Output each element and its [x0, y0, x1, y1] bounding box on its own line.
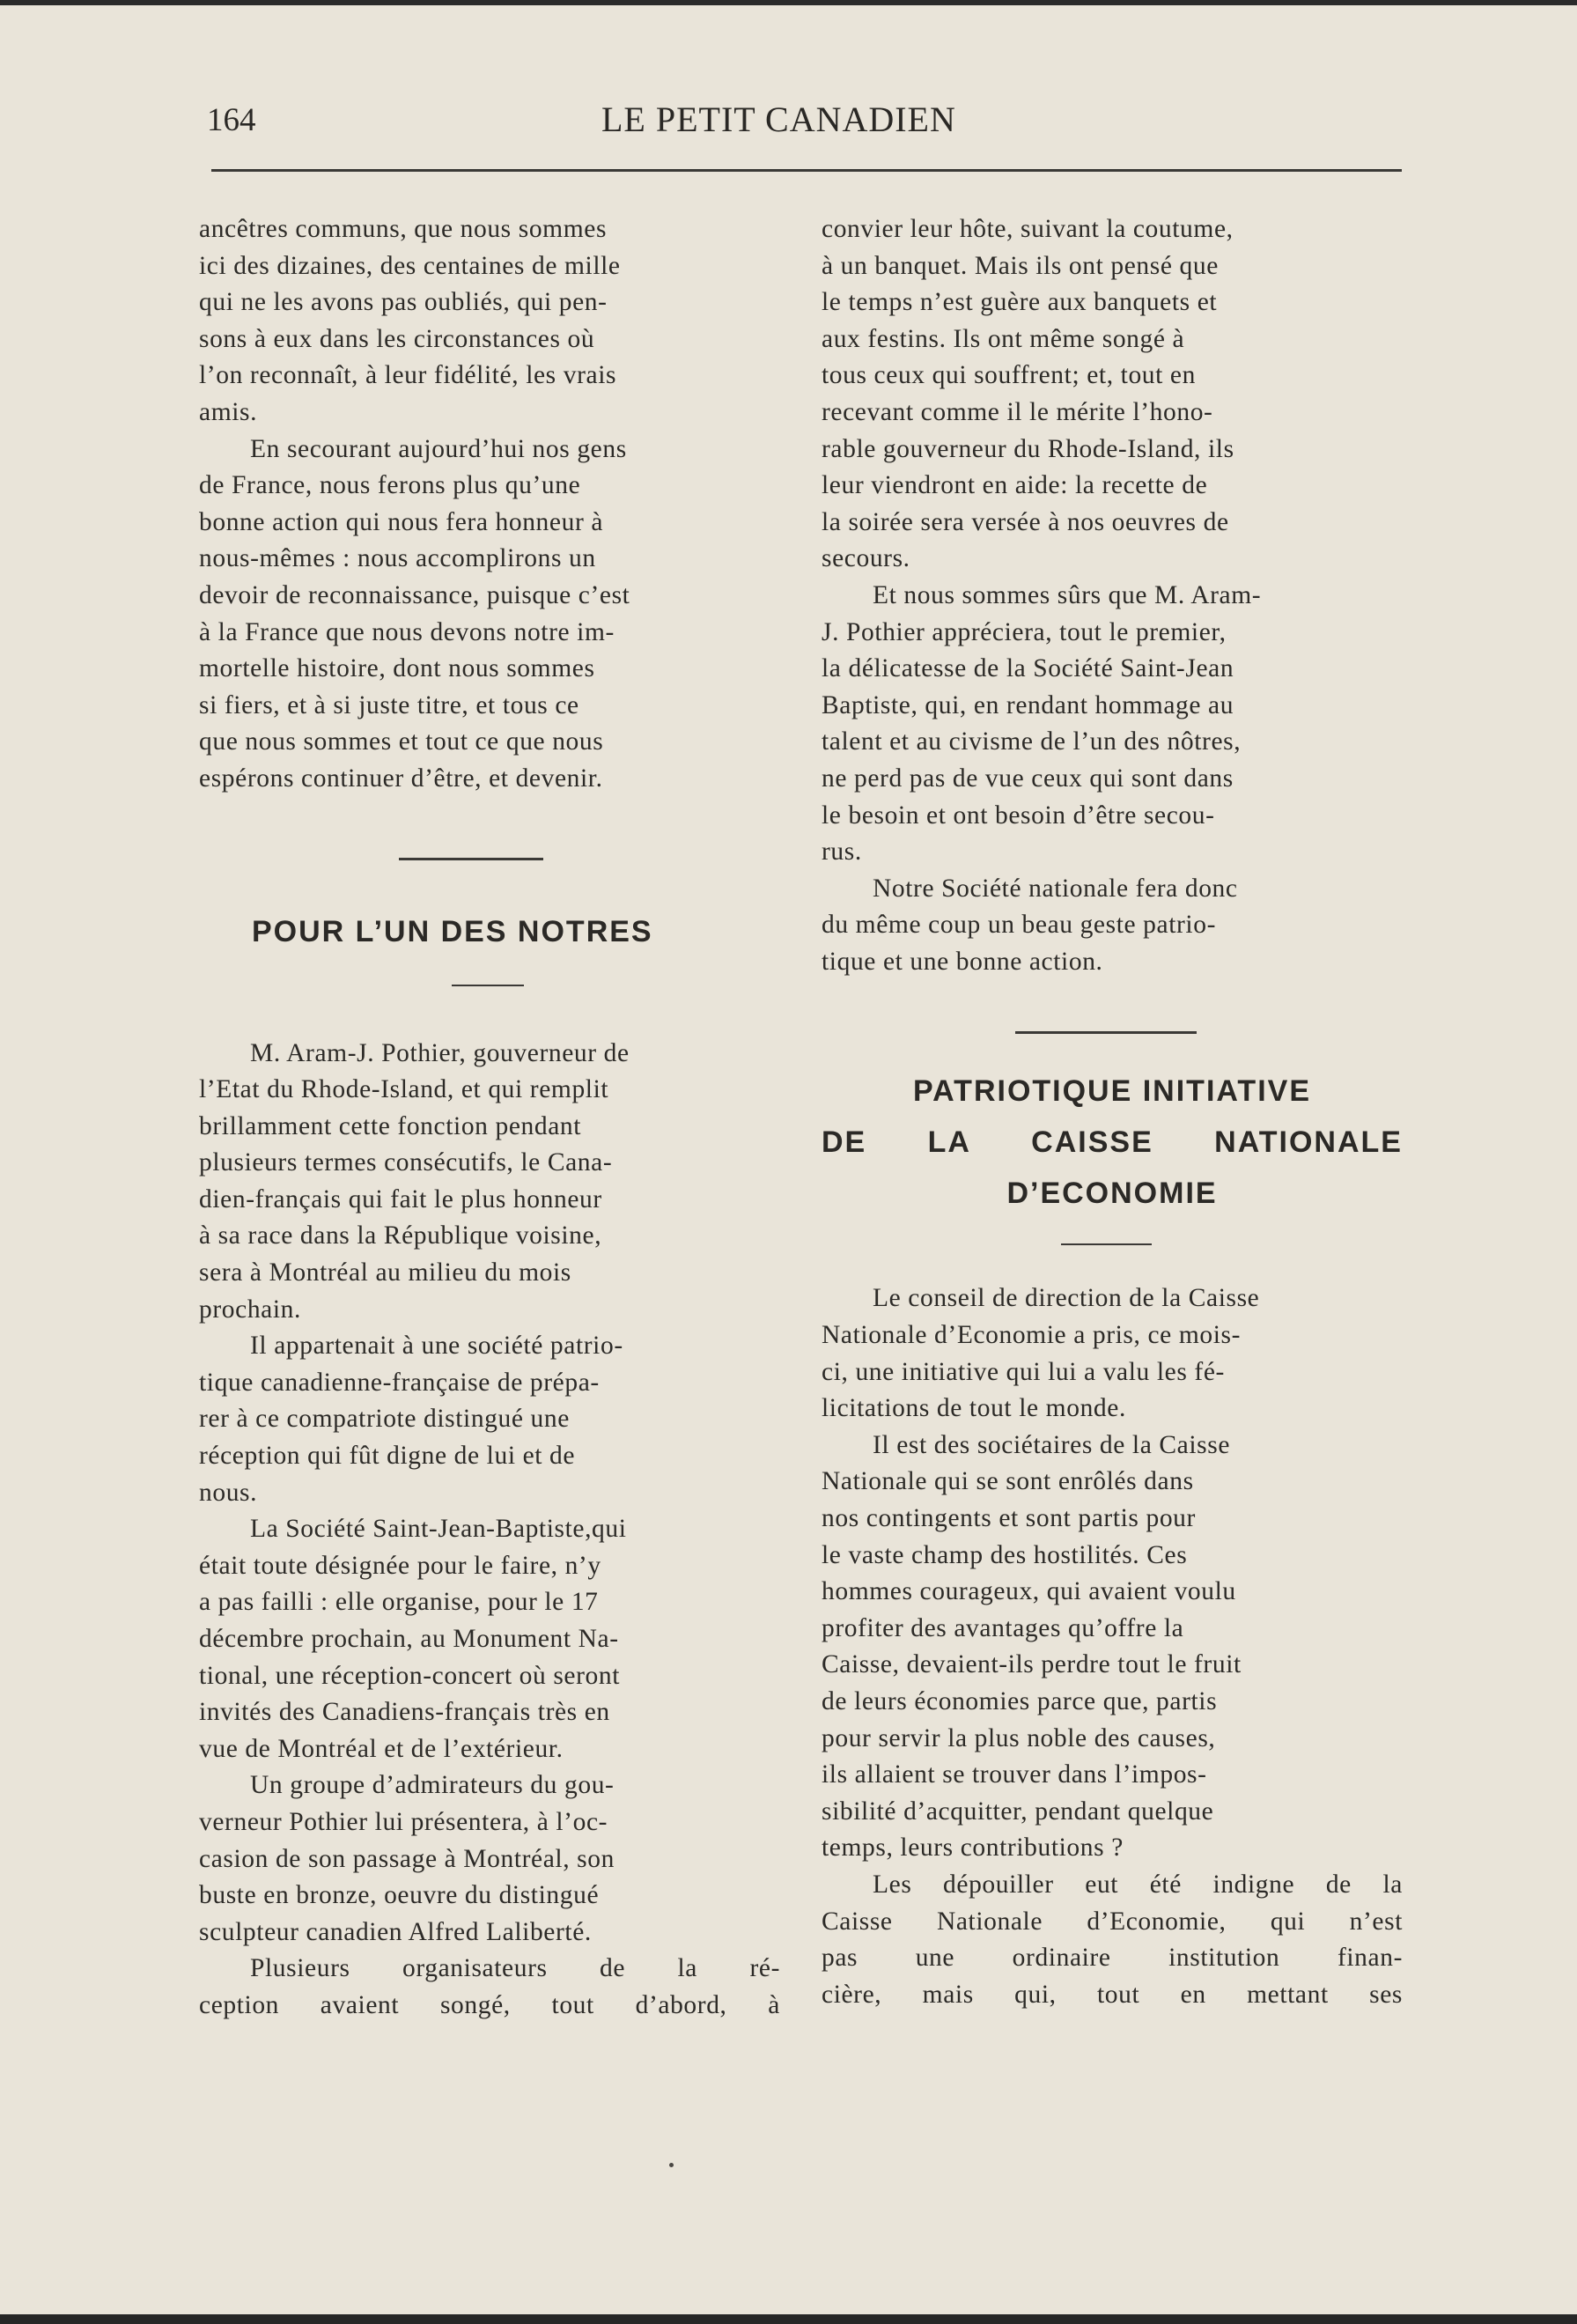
- section-heading-line-2: DE LA CAISSE NATIONALE: [822, 1125, 1403, 1160]
- text-line: Nationale d’Economie a pris, ce mois-: [822, 1321, 1242, 1350]
- text-line: aux festins. Ils ont même songé à: [822, 324, 1185, 353]
- left-column: [199, 211, 780, 2025]
- text-line: devoir de reconnaissance, puisque c’est: [199, 580, 630, 609]
- paragraph: [199, 1767, 780, 1951]
- text-line: l’Etat du Rhode-Island, et qui remplit: [199, 1075, 609, 1104]
- text-line: vue de Montréal et de l’extérieur.: [199, 1734, 564, 1763]
- text-line: sibilité d’acquitter, pendant quelque: [822, 1796, 1214, 1826]
- text-line: le besoin et ont besoin d’être secou-: [822, 800, 1215, 830]
- text-line: Les dépouiller eut été indigne de la: [873, 1870, 1403, 1899]
- text-line: profiter des avantages qu’offre la: [822, 1613, 1184, 1642]
- text-line: Nationale qui se sont enrôlés dans: [822, 1467, 1194, 1496]
- running-title: LE PETIT CANADIEN: [601, 100, 956, 139]
- paragraph: [199, 1511, 780, 1767]
- heading-underline: [452, 985, 524, 986]
- paragraph: [199, 1036, 780, 1329]
- footer-mark: [669, 2163, 674, 2167]
- text-line: nous.: [199, 1478, 258, 1507]
- text-line: Le conseil de direction de la Caisse: [873, 1284, 1260, 1313]
- text-line: plusieurs termes consécutifs, le Cana-: [199, 1148, 613, 1177]
- text-line: tique canadienne-française de prépa-: [199, 1368, 600, 1397]
- text-line: à sa race dans la République voisine,: [199, 1221, 602, 1251]
- page-number: 164: [207, 102, 256, 138]
- text-line: sculpteur canadien Alfred Laliberté.: [199, 1917, 592, 1946]
- text-line: le temps n’est guère aux banquets et: [822, 288, 1218, 317]
- section-divider: [1015, 1031, 1197, 1034]
- section-heading-line-1: PATRIOTIQUE INITIATIVE: [913, 1074, 1311, 1109]
- text-line: la soirée sera versée à nos oeuvres de: [822, 507, 1229, 536]
- paragraph: [822, 578, 1403, 871]
- text-line: dien-français qui fait le plus honneur: [199, 1184, 602, 1214]
- text-line: Il appartenait à une société patrio-: [250, 1332, 623, 1361]
- text-line: hommes courageux, qui avaient voulu: [822, 1577, 1236, 1606]
- text-line: Baptiste, qui, en rendant hommage au: [822, 690, 1234, 719]
- text-line: sera à Montréal au milieu du mois: [199, 1258, 571, 1287]
- text-line: prochain.: [199, 1295, 301, 1324]
- text-line: de leurs économies parce que, partis: [822, 1687, 1218, 1715]
- paragraph: [822, 1867, 1403, 2013]
- right-column: [822, 211, 1403, 2013]
- text-line: ci, une initiative qui lui a valu les fé-: [822, 1357, 1225, 1386]
- text-line: J. Pothier appréciera, tout le premier,: [822, 617, 1227, 646]
- text-line: recevant comme il le mérite l’hono-: [822, 397, 1213, 426]
- text-line: pour servir la plus noble des causes,: [822, 1723, 1216, 1752]
- text-line: tique et une bonne action.: [822, 947, 1103, 976]
- text-line: était toute désignée pour le faire, n’y: [199, 1551, 601, 1580]
- text-line: Il est des sociétaires de la Caisse: [873, 1430, 1231, 1459]
- text-line: la délicatesse de la Société Saint-Jean: [822, 654, 1234, 683]
- text-line: talent et au civisme de l’un des nôtres,: [822, 727, 1242, 756]
- heading-underline: [1061, 1243, 1152, 1245]
- paragraph: [822, 871, 1403, 981]
- text-line: M. Aram-J. Pothier, gouverneur de: [250, 1038, 630, 1067]
- text-line: amis.: [199, 397, 258, 426]
- section-heading: POUR L’UN DES NOTRES: [252, 914, 653, 948]
- text-line: l’on reconnaît, à leur fidélité, les vrais: [199, 361, 617, 390]
- paragraph: [199, 211, 780, 432]
- text-line: nous-mêmes : nous accomplirons un: [199, 544, 596, 573]
- text-line: rer à ce compatriote distingué une: [199, 1405, 570, 1434]
- top-page-border: [0, 0, 1577, 5]
- text-line: temps, leurs contributions ?: [822, 1833, 1124, 1863]
- text-line: licitations de tout le monde.: [822, 1394, 1126, 1423]
- text-line: pas une ordinaire institution finan-: [822, 1944, 1403, 1973]
- text-line: Caisse Nationale d’Economie, qui n’est: [822, 1907, 1403, 1936]
- text-line: ne perd pas de vue ceux qui sont dans: [822, 764, 1234, 793]
- paragraph: [199, 432, 780, 798]
- text-line: invités des Canadiens-français très en: [199, 1698, 610, 1727]
- text-line: nos contingents et sont partis pour: [822, 1504, 1196, 1533]
- text-line: brillamment cette fonction pendant: [199, 1111, 582, 1140]
- text-line: ception avaient songé, tout d’abord, à: [199, 1990, 780, 2019]
- text-line: bonne action qui nous fera honneur à: [199, 507, 604, 536]
- text-line: casion de son passage à Montréal, son: [199, 1844, 615, 1873]
- text-line: ici des dizaines, des centaines de mille: [199, 251, 621, 280]
- text-line: La Société Saint-Jean-Baptiste,qui: [250, 1515, 627, 1544]
- text-line: rus.: [822, 837, 862, 867]
- text-line: cière, mais qui, tout en mettant ses: [822, 1980, 1403, 2009]
- bottom-page-border: [0, 2314, 1577, 2324]
- header-rule: [211, 169, 1402, 172]
- text-line: de France, nous ferons plus qu’une: [199, 471, 581, 500]
- text-line: réception qui fût digne de lui et de: [199, 1442, 576, 1471]
- text-line: a pas failli : elle organise, pour le 17: [199, 1588, 599, 1617]
- text-line: du même coup un beau geste patrio-: [822, 911, 1217, 940]
- text-line: ils allaient se trouver dans l’impos-: [822, 1760, 1207, 1789]
- paragraph: [822, 211, 1403, 578]
- text-line: à la France que nous devons notre im-: [199, 617, 615, 646]
- text-line: tous ceux qui souffrent; et, tout en: [822, 361, 1196, 390]
- text-line: leur viendront en aide: la recette de: [822, 471, 1208, 500]
- text-line: buste en bronze, oeuvre du distingué: [199, 1881, 600, 1910]
- text-line: mortelle histoire, dont nous sommes: [199, 654, 595, 683]
- section-heading-line-3: D’ECONOMIE: [1006, 1177, 1218, 1211]
- text-line: à un banquet. Mais ils ont pensé que: [822, 251, 1219, 280]
- paragraph: [199, 1951, 780, 2024]
- section-divider: [399, 858, 543, 860]
- text-line: le vaste champ des hostilités. Ces: [822, 1540, 1188, 1569]
- text-line: verneur Pothier lui présentera, à l’oc-: [199, 1807, 608, 1836]
- text-line: secours.: [822, 544, 910, 573]
- text-line: que nous sommes et tout ce que nous: [199, 727, 604, 756]
- text-line: rable gouverneur du Rhode-Island, ils: [822, 434, 1234, 463]
- text-line: décembre prochain, au Monument Na-: [199, 1625, 619, 1653]
- text-line: qui ne les avons pas oubliés, qui pen-: [199, 288, 608, 317]
- paragraph: [822, 1428, 1403, 1867]
- text-line: Plusieurs organisateurs de la ré-: [250, 1954, 780, 1983]
- text-line: Notre Société nationale fera donc: [873, 874, 1238, 903]
- text-line: Un groupe d’admirateurs du gou-: [250, 1771, 615, 1800]
- text-line: Et nous sommes sûrs que M. Aram-: [873, 580, 1262, 609]
- text-line: tional, une réception-concert où seront: [199, 1661, 621, 1690]
- text-line: Caisse, devaient-ils perdre tout le fruit: [822, 1650, 1242, 1679]
- text-line: espérons continuer d’être, et devenir.: [199, 764, 603, 793]
- text-line: convier leur hôte, suivant la coutume,: [822, 215, 1234, 243]
- text-line: En secourant aujourd’hui nos gens: [250, 434, 627, 463]
- paragraph: [822, 1280, 1403, 1427]
- text-line: si fiers, et à si juste titre, et tous ce: [199, 690, 579, 719]
- paragraph: [199, 1328, 780, 1511]
- text-line: ancêtres communs, que nous sommes: [199, 215, 608, 243]
- text-line: sons à eux dans les circonstances où: [199, 324, 595, 353]
